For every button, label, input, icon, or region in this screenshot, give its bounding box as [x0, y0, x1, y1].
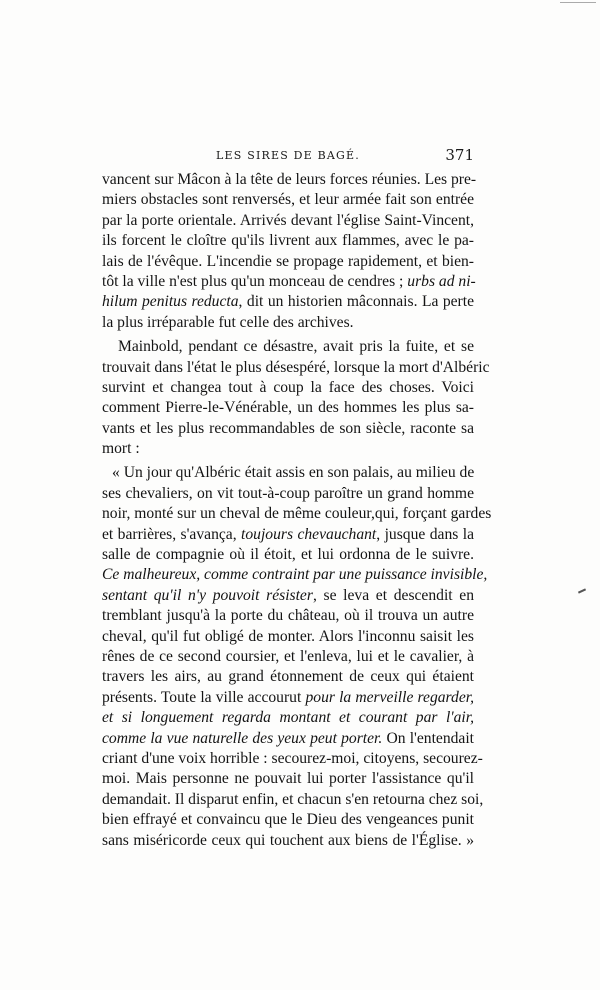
text-line: sans miséricorde ceux qui touchent aux biens de l'Église. »: [102, 831, 474, 849]
italic-run: toujours chevauchant: [241, 525, 377, 543]
text-line: ils forcent le cloître qu'ils livrent aux flammes, avec le pa-: [102, 232, 474, 250]
text-run: On l'entendait: [382, 729, 474, 747]
text-line: vancent sur Mâcon à la tête de leurs forces réunies. Les pre-: [102, 171, 477, 188]
text-run: et barrières, s'avança,: [102, 525, 237, 543]
text-line: comment Pierre-le-Vénérable, un des hommes les plus sa-: [102, 399, 474, 417]
text-line: survint et changea tout à coup la face des choses. Voici: [102, 378, 474, 396]
text-line: [102, 729, 474, 749]
italic-run: urbs ad ni-: [407, 272, 476, 290]
text-line: [102, 272, 474, 292]
text-run: présents. Toute la ville accourut: [102, 688, 302, 706]
running-title: LES SIRES DE BAGÉ.: [216, 149, 360, 162]
text-line: [102, 525, 474, 545]
text-line: cheval, qu'il fut obligé de monter. Alors l'inconnu saisit les: [102, 627, 474, 645]
text-line: [102, 586, 474, 606]
italic-run: pour la merveille regarder,: [305, 688, 474, 706]
text-line: [102, 565, 488, 585]
text-line: demandait. Il disparut enfin, et chacun s'en retourna chez soi,: [102, 790, 484, 808]
text-run: , se leva et descendit en: [312, 586, 475, 604]
margin-pencil-mark: [578, 588, 586, 593]
text-run: , dit un historien mâconnais. La perte: [238, 293, 475, 311]
text-line: criant d'une voix horrible : secourez-moi, citoyens, secourez-: [102, 749, 483, 767]
text-run: tôt la ville n'est plus qu'un monceau de cendres ;: [102, 272, 404, 290]
text-line: noir, monté sur un cheval de même couleur,qui, forçant gardes: [102, 505, 492, 523]
italic-run: hilum penitus reducta: [102, 293, 239, 311]
text-run: , jusque dans la: [376, 525, 474, 543]
text-line: par la porte orientale. Arrivés devant l'église Saint-Vincent,: [102, 211, 474, 229]
text-line: moi. Mais personne ne pouvait lui porter l'assistance qu'il: [102, 770, 474, 788]
text-line: Mainbold, pendant ce désastre, avait pris la fuite, et se: [118, 338, 474, 356]
text-line: miers obstacles sont renversés, et leur armée fait son entrée: [102, 191, 474, 209]
text-line: la plus irréparable fut celle des archives.: [102, 313, 354, 331]
text-line: salle de compagnie où il étoit, et lui ordonna de le suivre.: [102, 546, 474, 564]
text-line: lais de l'évêque. L'incendie se propage rapidement, et bien-: [102, 252, 474, 270]
running-head: [102, 145, 474, 167]
scan-artifact: [560, 2, 596, 3]
italic-run: sentant qu'il n'y pouvoit résister: [102, 586, 313, 604]
text-line: « Un jour qu'Albéric était assis en son palais, au milieu de: [112, 464, 475, 482]
body-text: [102, 170, 492, 851]
italic-run: Ce malheureux, comme contraint par une puissance invisible,: [102, 566, 488, 584]
italic-run: comme la vue naturelle des yeux peut porter.: [102, 729, 383, 747]
page-number: 371: [445, 146, 474, 164]
text-line: [102, 292, 474, 312]
text-line: [102, 688, 474, 708]
text-line: vants et les plus recommandables de son siècle, raconte sa: [102, 419, 474, 437]
text-line: trouvait dans l'état le plus désespéré, lorsque la mort d'Albéric: [102, 358, 490, 376]
text-line: mort :: [102, 440, 140, 458]
text-line: travers les airs, au grand étonnement de ceux qui étaient: [102, 668, 474, 686]
text-line: bien effrayé et convaincu que le Dieu des vengeances punit: [102, 811, 474, 829]
text-line: tremblant jusqu'à la porte du château, où il trouva un autre: [102, 607, 474, 625]
italic-run: et si longuement regarda montant et courant par l'air,: [102, 709, 474, 727]
text-line: rênes de ce second coursier, et l'enleva, lui et le cavalier, à: [102, 647, 474, 665]
text-line: ses chevaliers, on vit tout-à-coup paroître un grand homme: [102, 484, 474, 502]
text-line: [102, 708, 474, 728]
